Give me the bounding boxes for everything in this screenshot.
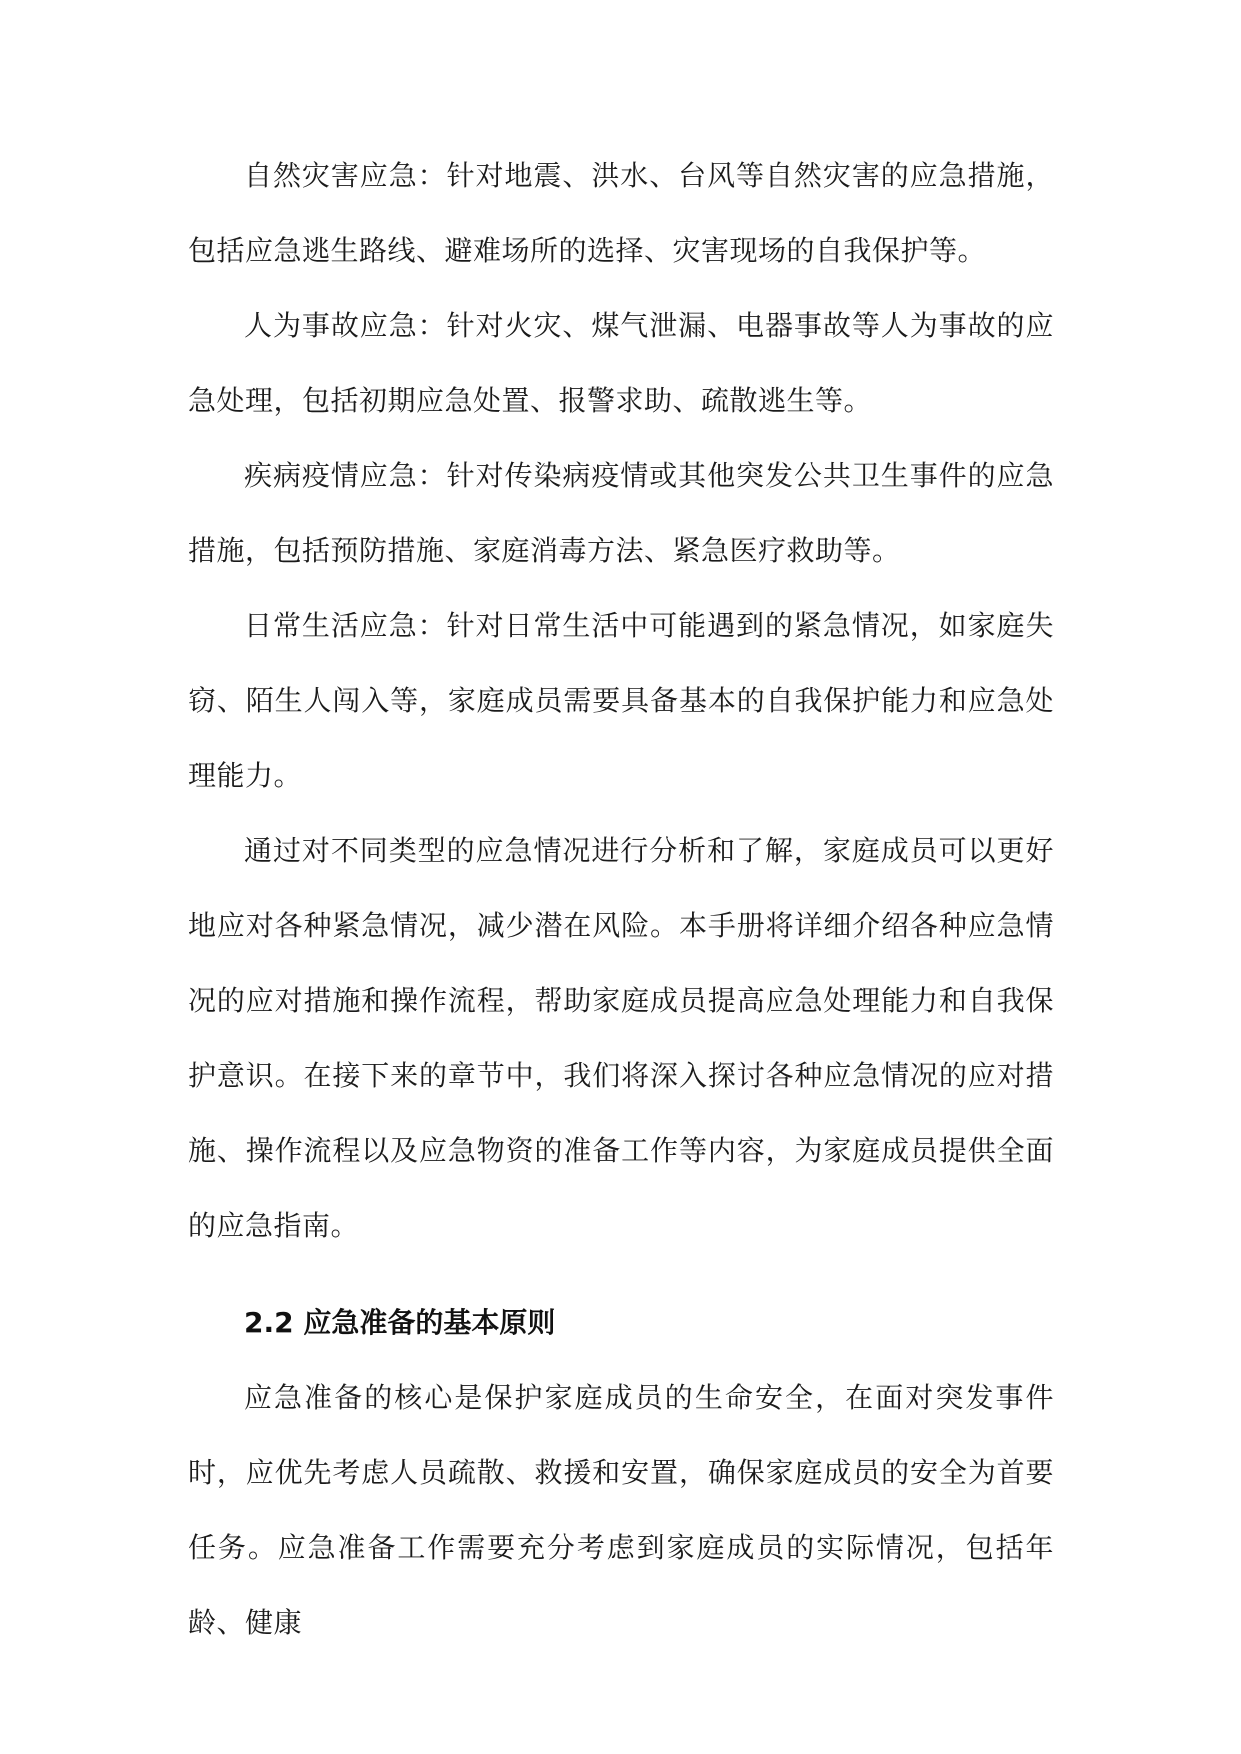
section-heading: 2.2 应急准备的基本原则 (244, 1306, 556, 1339)
paragraph-disease-epidemic: 疾病疫情应急：针对传染病疫情或其他突发公共卫生事件的应急措施，包括预防措施、家庭消毒方法、紧急医疗救助等。 (188, 459, 1054, 567)
section-spacer (188, 1263, 1054, 1285)
paragraph-principles: 应急准备的核心是保护家庭成员的生命安全，在面对突发事件时，应优先考虑人员疏散、救援和安置，确保家庭成员的安全为首要任务。应急准备工作需要充分考虑到家庭成员的实际情况，包括年龄、健康 (188, 1381, 1054, 1639)
document-body (188, 138, 1054, 1660)
paragraph-human-accident: 人为事故应急：针对火灾、煤气泄漏、电器事故等人为事故的应急处理，包括初期应急处置、报警求助、疏散逃生等。 (188, 309, 1054, 417)
paragraph-summary: 通过对不同类型的应急情况进行分析和了解，家庭成员可以更好地应对各种紧急情况，减少潜在风险。本手册将详细介绍各种应急情况的应对措施和操作流程，帮助家庭成员提高应急处理能力和自我保护意识。在接下来的章节中，我们将深入探讨各种应急情况的应对措施、操作流程以及应急物资的准备工作等内容，为家庭成员提供全面的应急指南。 (188, 834, 1054, 1242)
paragraph-natural-disaster: 自然灾害应急：针对地震、洪水、台风等自然灾害的应急措施，包括应急逃生路线、避难场所的选择、灾害现场的自我保护等。 (188, 159, 1054, 267)
paragraph-daily-life: 日常生活应急：针对日常生活中可能遇到的紧急情况，如家庭失窃、陌生人闯入等，家庭成员需要具备基本的自我保护能力和应急处理能力。 (188, 609, 1054, 792)
